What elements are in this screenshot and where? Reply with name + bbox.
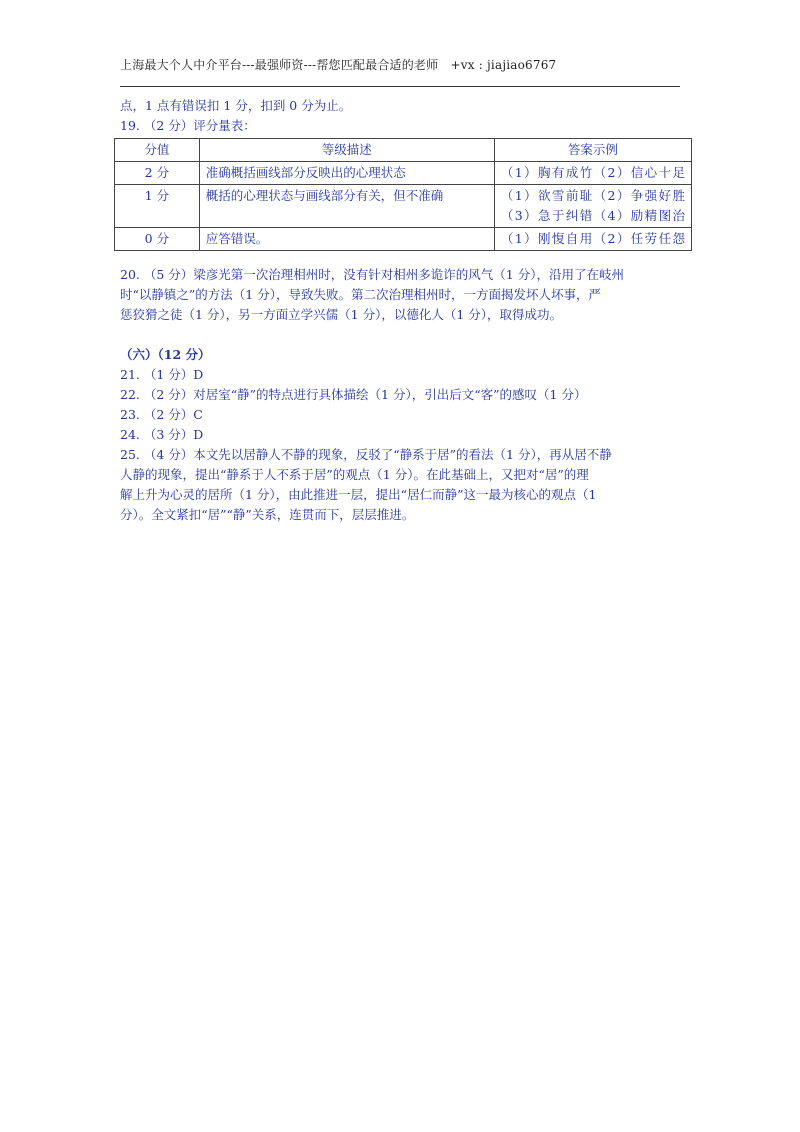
- q25-line: 分）。全文紧扣“居”“静”关系，连贯而下，层层推进。: [120, 507, 415, 522]
- row-score: 2 分: [115, 162, 200, 185]
- q22-answer: 22. （2 分）对居室“静”的特点进行具体描绘（1 分），引出后文“客”的感叹（1 分）: [120, 387, 587, 402]
- q24-answer: 24. （3 分）D: [120, 427, 204, 442]
- header-score: 分值: [115, 139, 200, 162]
- q25-line: 解上升为心灵的居所（1 分），由此推进一层，提出“居仁而静”这一最为核心的观点（1: [120, 487, 597, 502]
- section-six-title: （六）（12 分）: [120, 347, 211, 362]
- q20-answer: [120, 265, 680, 325]
- table-row: [115, 185, 692, 228]
- scoring-table: [114, 138, 692, 251]
- q21-answer: 21. （1 分）D: [120, 367, 204, 382]
- row-description: 概括的心理状态与画线部分有关，但不准确: [199, 185, 494, 228]
- q19-title: 19. （2 分）评分量表：: [120, 118, 256, 133]
- answer-content: [120, 96, 685, 525]
- row-example: （3）急于纠错（4）励精图治: [500, 208, 685, 223]
- intro-line: 点，1 点有错误扣 1 分，扣到 0 分为止。: [120, 98, 352, 113]
- header-examples: 答案示例: [494, 139, 691, 162]
- q25-line: 25. （4 分）本文先以居静人不静的现象，反驳了“静系于居”的看法（1 分），再从居不静: [120, 447, 612, 462]
- q25-line: 人静的现象，提出“静系于人不系于居”的观点（1 分）。在此基础上，又把对“居”的理: [120, 467, 589, 482]
- q23-answer: 23. （2 分）C: [120, 407, 203, 422]
- row-example: （1）欲雪前耻（2）争强好胜: [500, 188, 685, 203]
- table-header-row: [115, 139, 692, 162]
- table-row: [115, 162, 692, 185]
- q20-line: 时“以静镇之”的方法（1 分），导致失败。第二次治理相州时，一方面揭发坏人坏事，严: [120, 287, 601, 302]
- row-example: （1）胸有成竹（2）信心十足: [494, 162, 691, 185]
- page-header: 上海最大个人中介平台---最强师资---帮您匹配最合适的老师 +vx : jiajiao6767: [120, 58, 557, 72]
- q20-line: 20. （5 分）梁彦光第一次治理相州时，没有针对相州多诡诈的风气（1 分），沿用了在岐州: [120, 267, 624, 282]
- row-example: （1）刚愎自用（2）任劳任怨: [494, 228, 691, 251]
- row-score: 0 分: [115, 228, 200, 251]
- header-divider: [120, 86, 680, 87]
- q25-answer: [120, 445, 680, 525]
- header-description: 等级描述: [199, 139, 494, 162]
- row-description: 准确概括画线部分反映出的心理状态: [199, 162, 494, 185]
- q20-line: 惩狡猾之徒（1 分），另一方面立学兴儒（1 分），以德化人（1 分），取得成功。: [120, 307, 563, 322]
- row-description: 应答错误。: [199, 228, 494, 251]
- row-examples: [494, 185, 691, 228]
- table-row: [115, 228, 692, 251]
- row-score: 1 分: [115, 185, 200, 228]
